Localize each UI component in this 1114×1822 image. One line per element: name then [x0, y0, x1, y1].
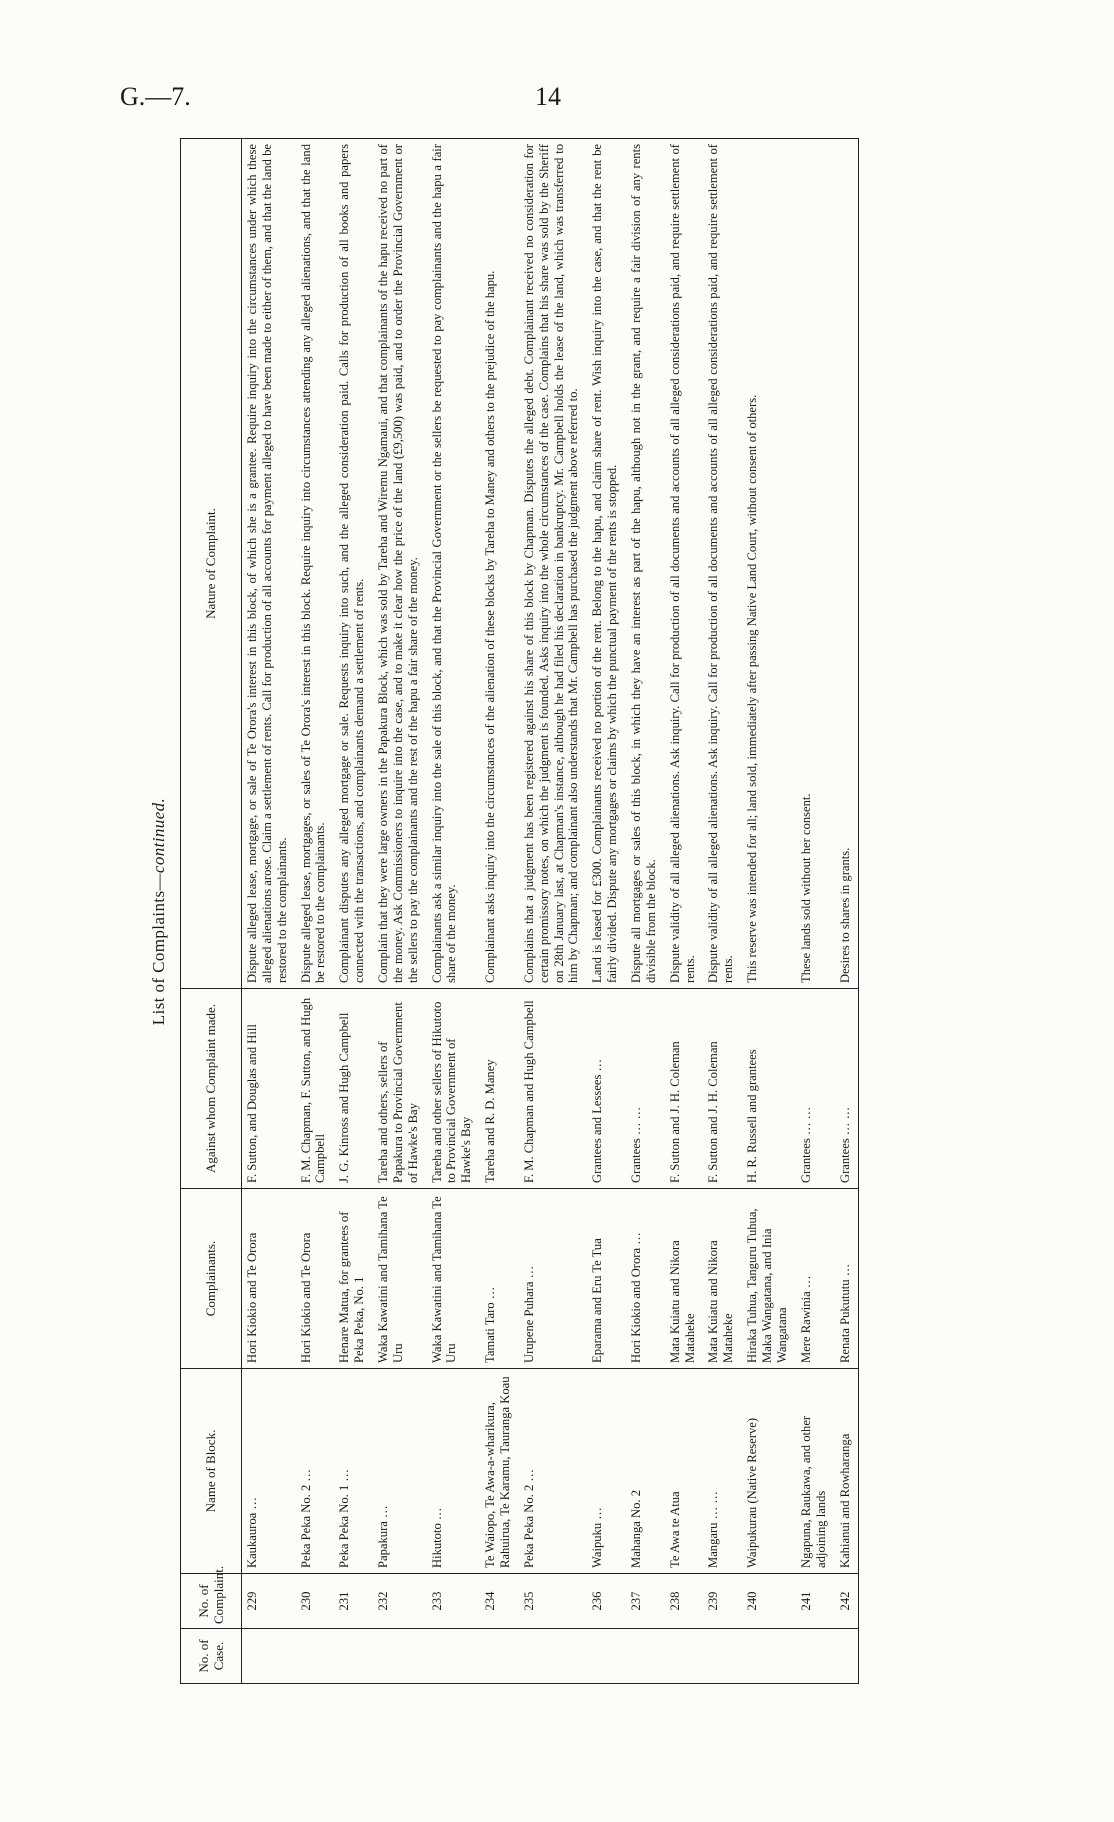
table-row: [334, 139, 373, 1684]
against-cell: Tareha and others, sellers of Papakura to Provincial Government of Hawke's Bay: [373, 989, 427, 1189]
table-title-continued: continued.: [149, 797, 168, 874]
against-cell: J. G. Kinross and Hugh Campbell: [334, 989, 373, 1189]
case-no-cell: [334, 1629, 373, 1684]
block-name-cell: Te Awa te Atua: [665, 1369, 704, 1574]
nature-cell: Complainant asks inquiry into the circumstances of the alienation of these blocks by Tareha to Maney and others to the prejudice of the hapu.: [483, 270, 498, 983]
complaint-no-cell: 238: [665, 1574, 704, 1629]
complaint-no-cell: 240: [742, 1574, 796, 1629]
header-case-no: No. of Case.: [181, 1629, 242, 1684]
complainants-cell: Hori Kiokio and Te Orora: [296, 1189, 335, 1369]
complainants-cell: Hiraka Tuhua, Tanguru Tuhua, Maka Wangatana, and Inia Wangatana: [742, 1189, 796, 1369]
case-no-cell: [587, 1629, 626, 1684]
case-no-cell: [703, 1629, 742, 1684]
page-header: [0, 82, 1114, 122]
case-no-cell: [296, 1629, 335, 1684]
table-row: [373, 139, 427, 1684]
against-cell: Grantees … …: [835, 989, 859, 1189]
complaint-no-cell: 241: [796, 1574, 835, 1629]
block-name-cell: Peka Peka No. 2 …: [296, 1369, 335, 1574]
case-no-cell: [835, 1629, 859, 1684]
table-header-row: [181, 139, 242, 1684]
table-row: [587, 139, 626, 1684]
nature-cell: This reserve was intended for all; land sold, immediately after passing Native Land Court, without consent of others.: [745, 394, 760, 983]
case-no-cell: [626, 1629, 665, 1684]
case-no-cell: [742, 1629, 796, 1684]
table-row: [835, 139, 859, 1684]
nature-cell: Land is leased for £300. Complainants received no portion of the rent. Belong to the hapu, and claim share of rent. Wish inquiry into the case, and that the rent be fairly divided. Dispute any mortgages or claims by which the punctual payment of the rents is stopped.: [590, 144, 620, 983]
nature-cell: Complainants ask a similar inquiry into the sale of this block, and that the Provincial Government or the sellers be requested to pay complainants and the hapu a fair share of the money.: [429, 144, 459, 983]
nature-cell: Dispute validity of all alleged alienations. Ask inquiry. Call for production of all documents and accounts of all alleged considerations paid, and require settlement of rents.: [706, 144, 736, 983]
complainants-cell: Hori Kiokio and Te Orora: [242, 1189, 296, 1369]
header-complaint-no: No. of Complaint.: [181, 1574, 242, 1629]
case-no-cell: [665, 1629, 704, 1684]
case-no-cell: [427, 1629, 481, 1684]
complainants-cell: Tamati Taro …: [480, 1189, 519, 1369]
block-name-cell: Mahanga No. 2: [626, 1369, 665, 1574]
complainants-cell: Urupene Puhara …: [519, 1189, 587, 1369]
complaint-no-cell: 237: [626, 1574, 665, 1629]
table-row: [296, 139, 335, 1684]
table-row: [427, 139, 481, 1684]
table-body: [242, 139, 859, 1684]
against-cell: Tareha and R. D. Maney: [480, 989, 519, 1189]
block-name-cell: Waipukurau (Native Reserve): [742, 1369, 796, 1574]
block-name-cell: Kahianui and Rowharanga: [835, 1369, 859, 1574]
complainants-cell: Henare Matua, for grantees of Peka Peka, No. 1: [334, 1189, 373, 1369]
complaint-no-cell: 235: [519, 1574, 587, 1629]
complaint-no-cell: 233: [427, 1574, 481, 1629]
table-title-main: List of Complaints—: [149, 873, 168, 1026]
complainants-cell: Waka Kawatini and Tamihana Te Uru: [373, 1189, 427, 1369]
nature-cell: Dispute alleged lease, mortgages, or sales of Te Orora's interest in this block. Require inquiry into circumstances attending any alleged alienations, and that the land be restored to the complainants.: [298, 144, 328, 983]
block-name-cell: Te Waiopo, Te Awa-a-wharikura, Rahuirua, Te Karamu, Tauranga Koau: [480, 1369, 519, 1574]
block-name-cell: Papakura …: [373, 1369, 427, 1574]
against-cell: F. Sutton, and Douglas and Hill: [242, 989, 296, 1189]
complaint-no-cell: 230: [296, 1574, 335, 1629]
block-name-cell: Peka Peka No. 2 …: [519, 1369, 587, 1574]
against-cell: Grantees … …: [626, 989, 665, 1189]
against-cell: F. M. Chapman and Hugh Campbell: [519, 989, 587, 1189]
page-code: G.—7.: [120, 82, 191, 111]
block-name-cell: Hikutoto …: [427, 1369, 481, 1574]
table-row: [796, 139, 835, 1684]
against-cell: Tareha and other sellers of Hikutoto to Provincial Government of Hawke's Bay: [427, 989, 481, 1189]
against-cell: H. R. Russell and grantees: [742, 989, 796, 1189]
table-row: [242, 139, 296, 1684]
against-cell: Grantees and Lessees …: [587, 989, 626, 1189]
complaints-table: [180, 138, 859, 1684]
nature-cell: Complainant disputes any alleged mortgage or sale. Requests inquiry into such, and the alleged consideration paid. Calls for production of all books and papers connected with the transactions, and complainants demand a settlement of rents.: [337, 144, 367, 983]
against-cell: F. Sutton and J. H. Coleman: [665, 989, 704, 1189]
table-row: [519, 139, 587, 1684]
complainants-cell: Waka Kawatini and Tamihana Te Uru: [427, 1189, 481, 1369]
table-row: [742, 139, 796, 1684]
table-row: [665, 139, 704, 1684]
complainants-cell: Eparama and Eru Te Tua: [587, 1189, 626, 1369]
nature-cell: Desires to shares in grants.: [837, 847, 852, 983]
complainants-cell: Mata Kuiatu and Nikora Mataheke: [665, 1189, 704, 1369]
case-no-cell: [796, 1629, 835, 1684]
complaint-no-cell: 231: [334, 1574, 373, 1629]
header-complainants: Complainants.: [181, 1189, 242, 1369]
case-no-cell: [373, 1629, 427, 1684]
header-nature: Nature of Complaint.: [181, 139, 242, 989]
case-no-cell: [242, 1629, 296, 1684]
header-block-name: Name of Block.: [181, 1369, 242, 1574]
nature-cell: Complains that a judgment has been registered against his share of this block by Chapman. Disputes the alleged debt. Complainant received no consideration for certain promissory notes, on which the judgment is founded. Asks inquiry into the whole circumstances of the case. Complains that his share was sold by the Sheriff on 28th January last, at Chapman's instance, although he had filed his declaration in bankruptcy. Mr. Campbell holds the lease of the land, which was transferred to him by Chapman; and complainant also understands that Mr. Campbell has purchased the judgment above referred to.: [521, 144, 581, 983]
block-name-cell: Waipuku …: [587, 1369, 626, 1574]
complainants-cell: Renata Pukututu …: [835, 1189, 859, 1369]
nature-cell: Dispute alleged lease, mortgage, or sale of Te Orora's interest in this block, of which she is a grantee. Require inquiry into the circumstances under which these alleged alienations arose. Claim a settlement of rents. Call for production of all accounts for payment alleged to have been made to either of them, and that the land be restored to the complainants.: [245, 144, 289, 983]
header-against: Against whom Complaint made.: [181, 989, 242, 1189]
table-row: [703, 139, 742, 1684]
table-title: [138, 139, 180, 1684]
table-row: [480, 139, 519, 1684]
case-no-cell: [480, 1629, 519, 1684]
complaint-no-cell: 229: [242, 1574, 296, 1629]
case-no-cell: [519, 1629, 587, 1684]
complaint-no-cell: 232: [373, 1574, 427, 1629]
page-number: 14: [535, 82, 561, 111]
complaint-no-cell: 239: [703, 1574, 742, 1629]
complainants-cell: Mata Kuiatu and Nikora Mataheke: [703, 1189, 742, 1369]
nature-cell: Dispute all mortgages or sales of this block, in which they have an interest as part of the hapu, although not in the grant, and require a fair division of any rents divisible from the block.: [629, 144, 658, 983]
block-name-cell: Kaukauroa …: [242, 1369, 296, 1574]
complaint-no-cell: 234: [480, 1574, 519, 1629]
rotated-table-block: [138, 139, 1008, 1684]
against-cell: F. M. Chapman, F. Sutton, and Hugh Campbell: [296, 989, 335, 1189]
block-name-cell: Ngapuna, Raukawa, and other adjoining lands: [796, 1369, 835, 1574]
complainants-cell: Hori Kiokio and Orora …: [626, 1189, 665, 1369]
block-name-cell: Mangaru … …: [703, 1369, 742, 1574]
complainants-cell: Mere Rawinia …: [796, 1189, 835, 1369]
table-row: [626, 139, 665, 1684]
nature-cell: Dispute validity of all alleged alienations. Ask inquiry. Call for production of all documents and accounts of all alleged considerations paid, and require settlement of rents.: [667, 144, 697, 983]
nature-cell: These lands sold without her consent.: [798, 793, 813, 983]
complaint-no-cell: 242: [835, 1574, 859, 1629]
nature-cell: Complain that they were large owners in the Papakura Block, which was sold by Tareha and Wiremu Ngamaui, and that complainants of the hapu received no part of the money. Ask Commissioners to inquire into the case, and to make it clear how the price of the land (£9,500) was paid, and to order the Provincial Government or the sellers to pay the complainants and the rest of the hapu a fair share of the money.: [376, 144, 420, 983]
complaint-no-cell: 236: [587, 1574, 626, 1629]
against-cell: Grantees … …: [796, 989, 835, 1189]
against-cell: F. Sutton and J. H. Coleman: [703, 989, 742, 1189]
block-name-cell: Peka Peka No. 1 …: [334, 1369, 373, 1574]
